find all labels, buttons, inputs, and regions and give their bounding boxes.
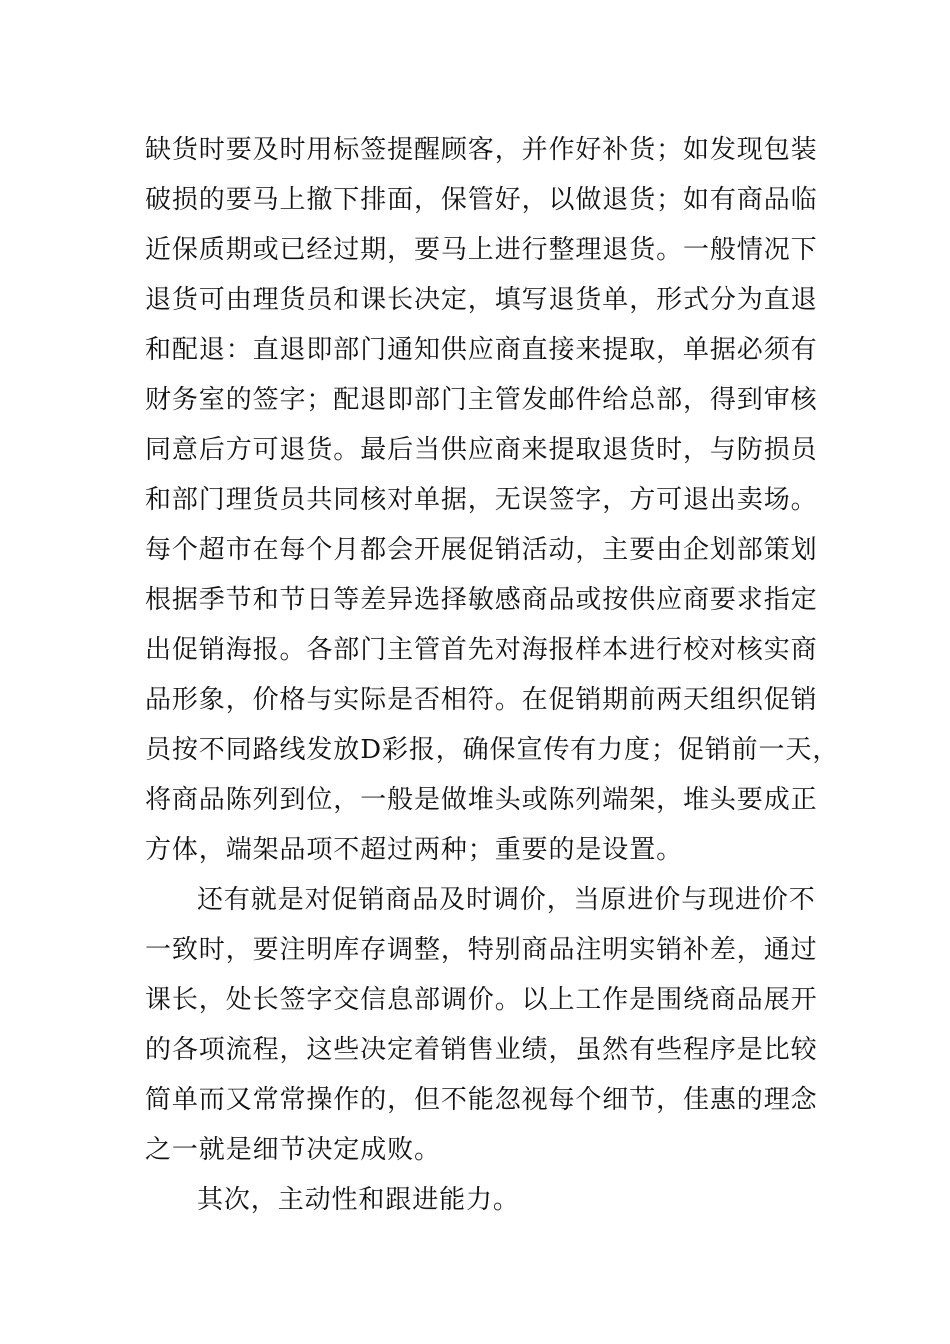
paragraph-3 bbox=[145, 1175, 810, 1225]
text-line: 出促销海报。各部门主管首先对海报样本进行校对核实商 bbox=[145, 635, 818, 665]
text-line: 的各项流程，这些决定着销售业绩，虽然有些程序是比较 bbox=[145, 1035, 818, 1065]
text-line: 品形象，价格与实际是否相符。在促销期前两天组织促销 bbox=[145, 685, 818, 715]
text-line: 课长，处长签字交信息部调价。以上工作是围绕商品展开 bbox=[145, 985, 818, 1015]
text-line: 将商品陈列到位，一般是做堆头或陈列端架，堆头要成正 bbox=[145, 785, 818, 815]
text-line: 方体，端架品项不超过两种；重要的是设置。 bbox=[145, 835, 684, 865]
text-line: 员按不同路线发放D彩报，确保宣传有力度；促销前一天， bbox=[145, 735, 840, 765]
paragraph-2 bbox=[145, 875, 818, 1175]
text-line: 破损的要马上撤下排面，保管好，以做退货；如有商品临 bbox=[145, 185, 818, 215]
paragraph-1 bbox=[145, 125, 840, 875]
text-line: 每个超市在每个月都会开展促销活动，主要由企划部策划 bbox=[145, 535, 818, 565]
text-line: 根据季节和节日等差异选择敏感商品或按供应商要求指定 bbox=[145, 585, 818, 615]
text-line: 其次，主动性和跟进能力。 bbox=[197, 1185, 520, 1215]
text-line: 缺货时要及时用标签提醒顾客，并作好补货；如发现包装 bbox=[145, 135, 818, 165]
text-line: 之一就是细节决定成败。 bbox=[145, 1135, 441, 1165]
text-line: 同意后方可退货。最后当供应商来提取退货时，与防损员 bbox=[145, 435, 818, 465]
text-line: 财务室的签字；配退即部门主管发邮件给总部，得到审核 bbox=[145, 385, 818, 415]
text-line: 和部门理货员共同核对单据，无误签字，方可退出卖场。 bbox=[145, 485, 818, 515]
text-line: 退货可由理货员和课长决定，填写退货单，形式分为直退 bbox=[145, 285, 818, 315]
text-line: 还有就是对促销商品及时调价，当原进价与现进价不 bbox=[197, 885, 816, 915]
document-body bbox=[145, 125, 840, 1225]
text-line: 和配退：直退即部门通知供应商直接来提取，单据必须有 bbox=[145, 335, 818, 365]
text-line: 一致时，要注明库存调整，特别商品注明实销补差，通过 bbox=[145, 935, 818, 965]
text-line: 简单而又常常操作的，但不能忽视每个细节，佳惠的理念 bbox=[145, 1085, 818, 1115]
text-line: 近保质期或已经过期，要马上进行整理退货。一般情况下 bbox=[145, 235, 818, 265]
